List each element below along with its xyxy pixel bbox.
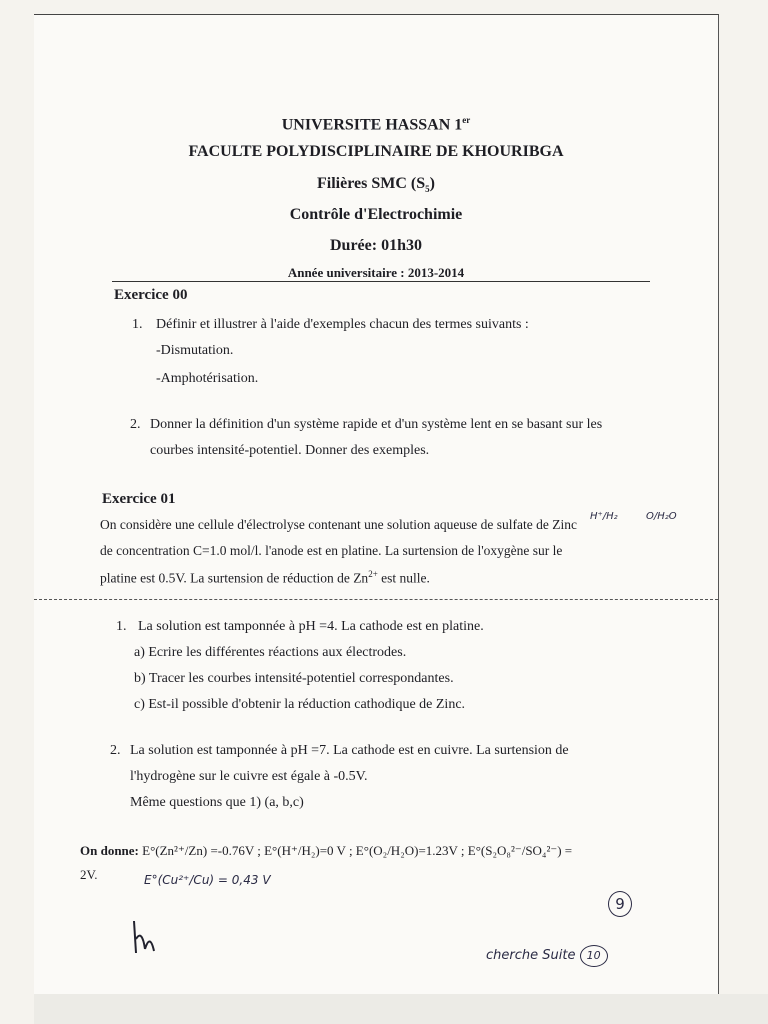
part2-line2: l'hydrogène sur le cuivre est égale à -0.5V. <box>130 769 368 784</box>
page-bottom-shade <box>34 994 768 1024</box>
exercise00-q1-number: 1. <box>132 317 143 332</box>
header-rule <box>112 281 650 282</box>
filiere: Filières SMC $(S_5)$ <box>317 175 435 195</box>
exercise00-q2-line1: Donner la définition d'un système rapide et d'un système lent en se basant sur les <box>150 417 603 432</box>
exam-duration: Durée: 01h30 <box>330 237 422 254</box>
exercise01-heading: Exercice 01 <box>102 491 176 507</box>
part1-b: b) Tracer les courbes intensité-potentiel correspondantes. <box>134 671 454 686</box>
term-amphoterisation: -Amphotérisation. <box>156 371 259 386</box>
part1-a: a) Ecrire les différentes réactions aux électrodes. <box>134 645 407 660</box>
exam-page <box>34 14 719 995</box>
section-divider <box>34 599 718 600</box>
exercise01-intro-line3: platine est 0.5V. La surtension de réduction de $Zn^{2+}$ est nulle. <box>100 569 430 586</box>
part1-number: 1. <box>116 619 127 634</box>
handwritten-note-o: O/H₂O <box>646 511 677 522</box>
exam-title: Contrôle d'Electrochimie <box>289 206 463 223</box>
exercise01-intro-line2: de concentration C=1.0 mol/l. l'anode est en platine. La surtension de l'oxygène sur le <box>100 543 563 558</box>
scribble-icon <box>130 919 158 955</box>
exercise00-q2-number: 2. <box>130 417 141 432</box>
part2-line3: Même questions que 1) (a, b,c) <box>130 795 304 810</box>
given-data-line1: On donne: E°(Zn²⁺/Zn) =-0.76V ; E°(H⁺/H₂)=0 V ; E°(O₂/H₂O)=1.23V ; E°(S₂O₈²⁻/SO₄²⁻) = <box>80 843 573 858</box>
handwritten-note-cu: E°(Cu²⁺/Cu) = 0,43 V <box>144 873 271 887</box>
continue-note: cherche Suite 10 <box>486 945 608 967</box>
part1-text: La solution est tamponnée à pH =4. La cathode est en platine. <box>138 619 484 634</box>
handwritten-mark <box>130 919 158 962</box>
exercise00-q1-text: Définir et illustrer à l'aide d'exemples chacun des termes suivants : <box>156 317 529 332</box>
university-name: UNIVERSITE HASSAN 1er <box>281 115 471 134</box>
exercise00-heading: Exercice 00 <box>114 287 188 303</box>
given-data-line2: 2V. <box>80 867 98 882</box>
part1-c: c) Est-il possible d'obtenir la réduction cathodique de Zinc. <box>134 697 466 712</box>
part2-line1: La solution est tamponnée à pH =7. La cathode est en cuivre. La surtension de <box>130 743 569 758</box>
exercise01-intro-line1: On considère une cellule d'électrolyse contenant une solution aqueuse de sulfate de Zinc <box>100 517 578 532</box>
handwritten-note-h: H⁺/H₂ <box>590 511 618 522</box>
academic-year: Année universitaire : 2013-2014 <box>287 265 465 280</box>
exercise00-q2-line2: courbes intensité-potentiel. Donner des exemples. <box>150 443 430 458</box>
part2-number: 2. <box>110 743 121 758</box>
term-dismutation: -Dismutation. <box>156 343 234 358</box>
grade-circle: 9 <box>608 891 632 917</box>
faculty-name: FACULTE POLYDISCIPLINAIRE DE KHOURIBGA <box>188 143 564 160</box>
